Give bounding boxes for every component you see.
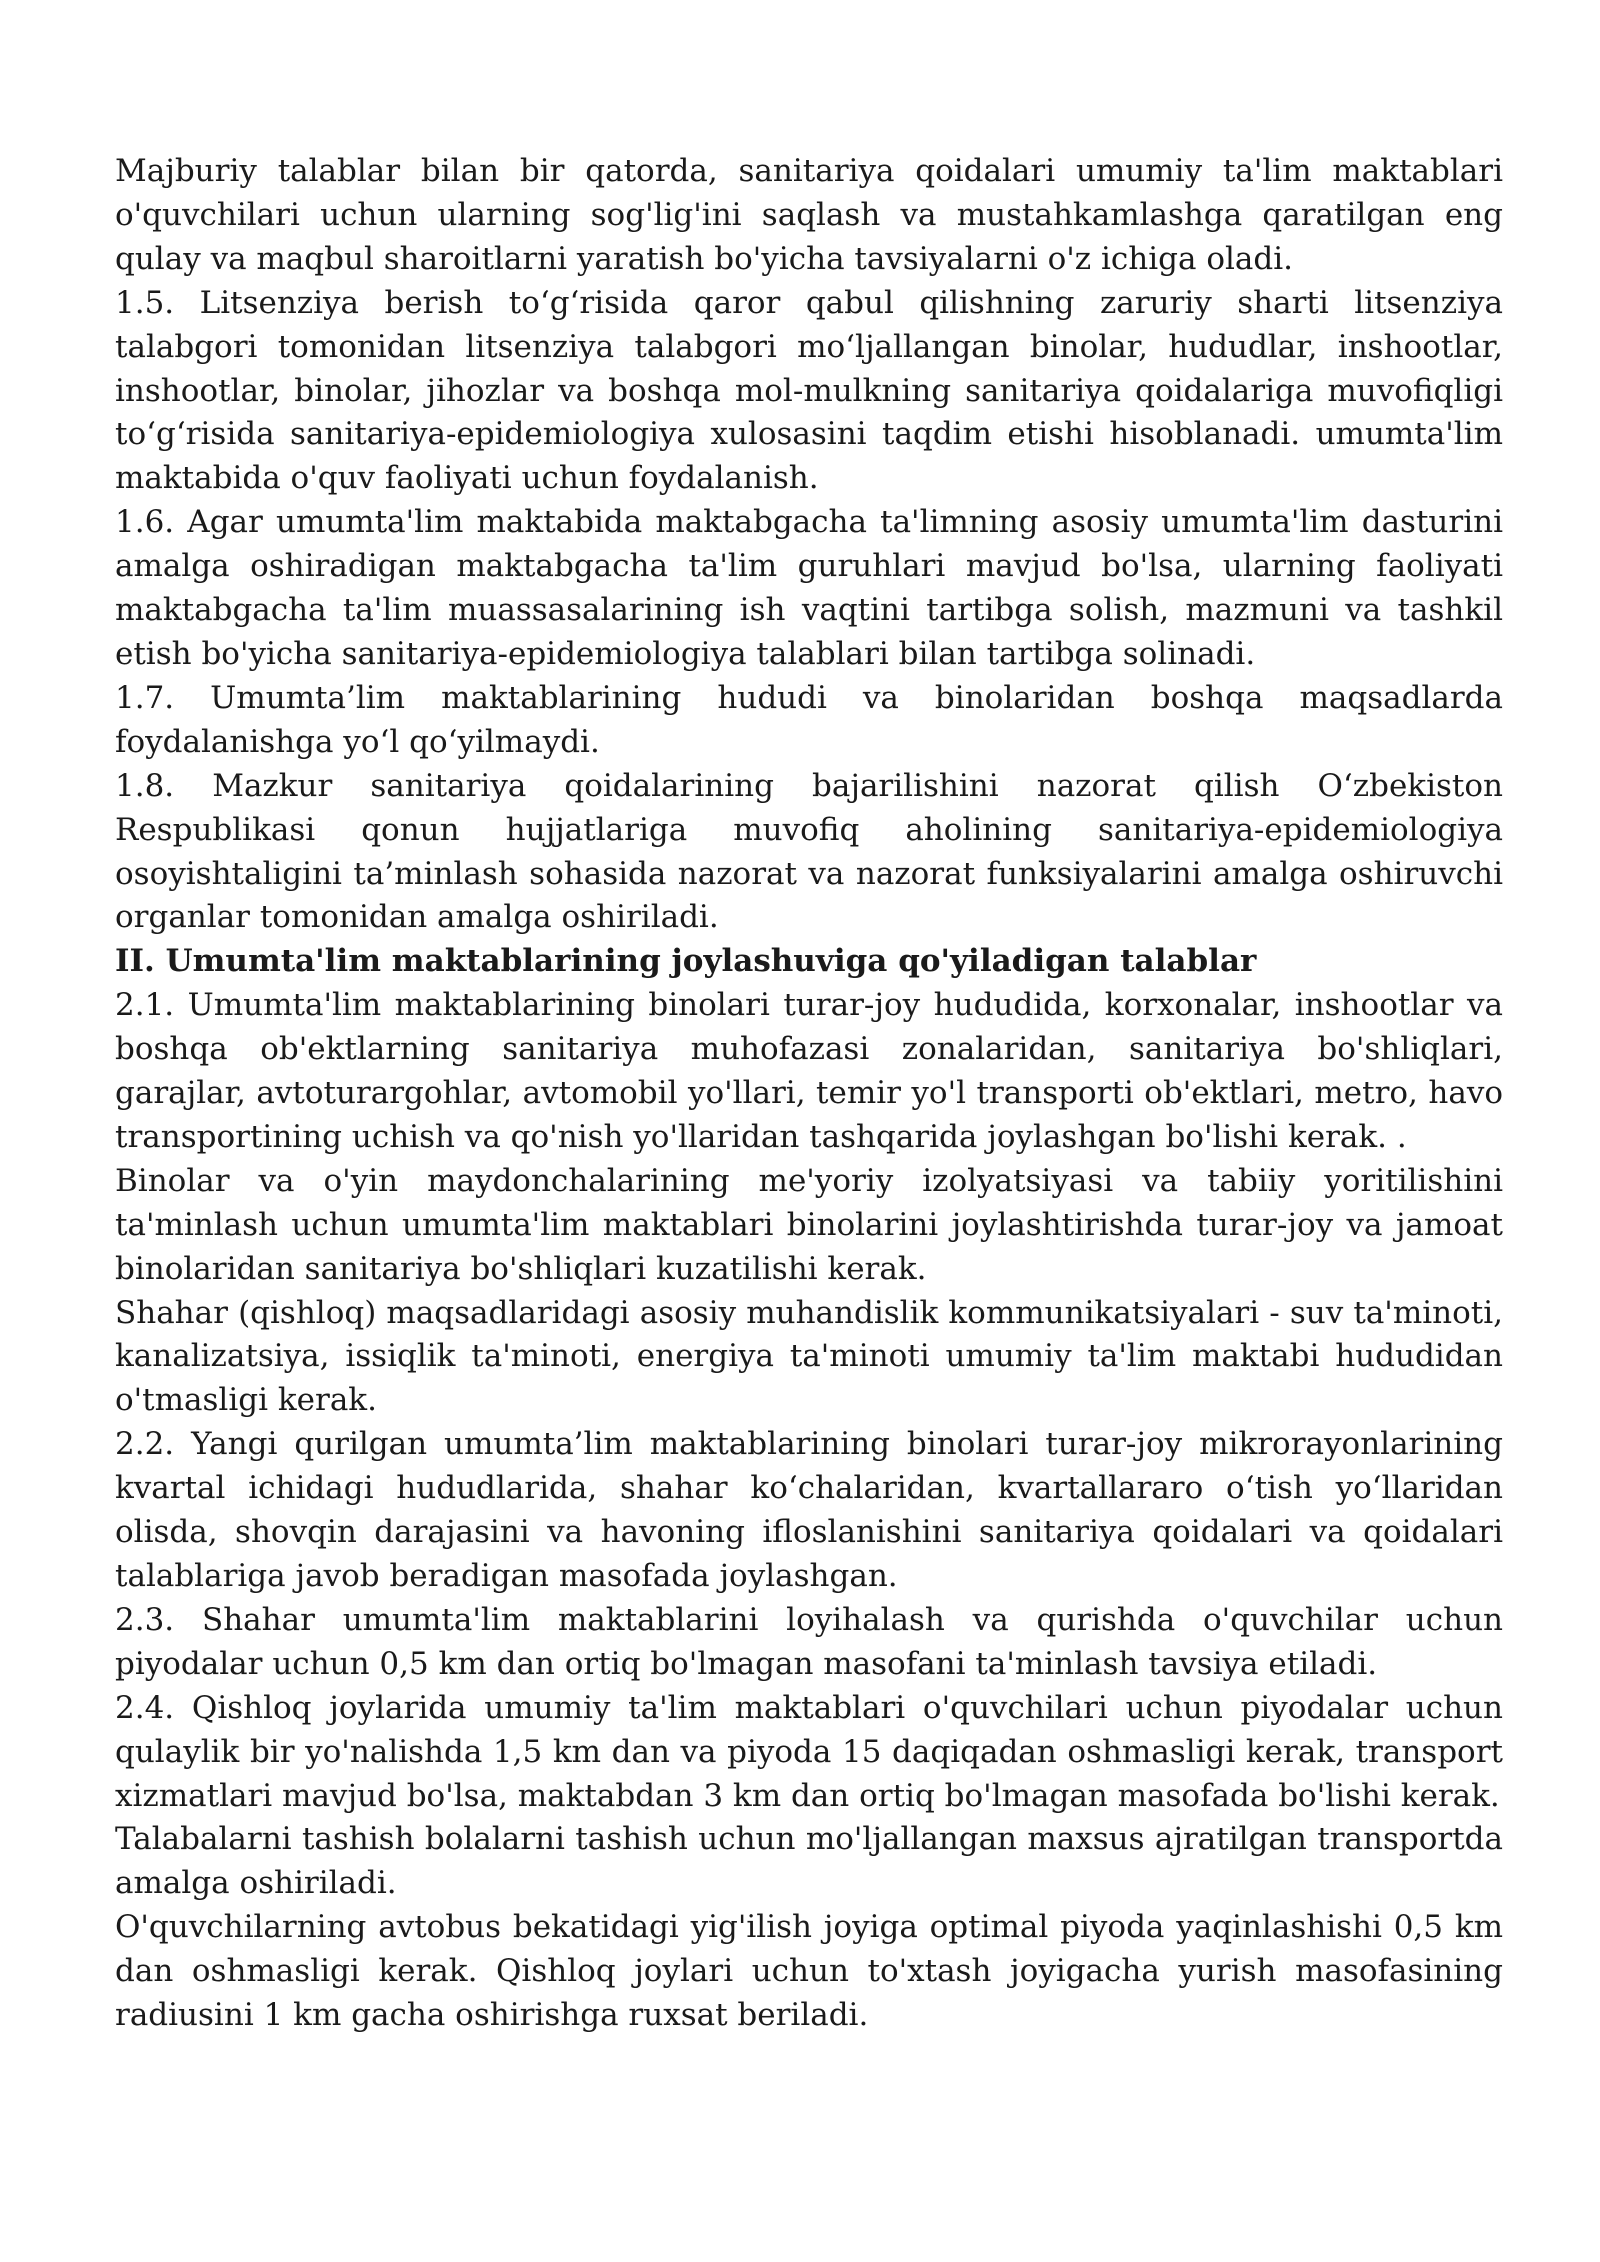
paragraph-2-1-c: Shahar (qishloq) maqsadlaridagi asosiy muhandislik kommunikatsiyalari - suv ta'minoti, kanalizatsiya, issiqlik ta'minoti, energiya ta'minoti umumiy ta'lim maktabi hududidan o'tmasligi kerak.: [115, 1294, 1503, 1419]
paragraph-1-8: 1.8. Mazkur sanitariya qoidalarining bajarilishini nazorat qilish O‘zbekiston Respublikasi qonun hujjatlariga muvofiq aholining sanitariya-epidemiologiya osoyishtaligini ta’minlash sohasida nazorat va nazorat funksiyalarini amalga oshiruvchi organlar tomonidan amalga oshiriladi.: [115, 767, 1503, 936]
intro-paragraph: Majburiy talablar bilan bir qatorda, sanitariya qoidalari umumiy ta'lim maktablari o'quvchilari uchun ularning sog'lig'ini saqlash va mustahkamlashga qaratilgan eng qulay va maqbul sharoitlarni yaratish bo'yicha tavsiyalarni o'z ichiga oladi.: [115, 153, 1503, 277]
paragraph-1-5: 1.5. Litsenziya berish to‘g‘risida qaror qabul qilishning zaruriy sharti litsenziya talabgori tomonidan litsenziya talabgori mo‘ljallangan binolar, hududlar, inshootlar, inshootlar, binolar, jihozlar va boshqa mol-mulkning sanitariya qoidalariga muvofiqligi to‘g‘risida sanitariya-epidemiologiya xulosasini taqdim etishi hisoblanadi. umumta'lim maktabida o'quv faoliyati uchun foydalanish.: [115, 284, 1503, 497]
paragraph-2-1-b: Binolar va o'yin maydonchalarining me'yoriy izolyatsiyasi va tabiiy yoritilishini ta'minlash uchun umumta'lim maktablari binolarini joylashtirishda turar-joy va jamoat binolaridan sanitariya bo'shliqlari kuzatilishi kerak.: [115, 1162, 1503, 1287]
paragraph-2-2: 2.2. Yangi qurilgan umumta’lim maktablarining binolari turar-joy mikrorayonlarining kvartal ichidagi hududlarida, shahar ko‘chalaridan, kvartallararo o‘tish yo‘llaridan olisda, shovqin darajasini va havoning ifloslanishini sanitariya qoidalari va qoidalari talablariga javob beradigan masofada joylashgan.: [115, 1426, 1503, 1594]
paragraph-2-4-c: O'quvchilarning avtobus bekatidagi yig'ilish joyiga optimal piyoda yaqinlashishi 0,5 km dan oshmasligi kerak. Qishloq joylari uchun to'xtash joyigacha yurish masofasining radiusini 1 km gacha oshirishga ruxsat beriladi.: [115, 1909, 1503, 2034]
paragraph-1-7: 1.7. Umumta’lim maktablarining hududi va binolaridan boshqa maqsadlarda foydalanishga yo‘l qo‘yilmaydi.: [115, 679, 1503, 760]
paragraph-2-4: 2.4. Qishloq joylarida umumiy ta'lim maktablari o'quvchilari uchun piyodalar uchun qulaylik bir yo'nalishda 1,5 km dan va piyoda 15 daqiqadan oshmasligi kerak, transport xizmatlari mavjud bo'lsa, maktabdan 3 km dan ortiq bo'lmagan masofada bo'lishi kerak.: [115, 1689, 1503, 1814]
paragraph-1-6: 1.6. Agar umumta'lim maktabida maktabgacha ta'limning asosiy umumta'lim dasturini amalga oshiradigan maktabgacha ta'lim guruhlari mavjud bo'lsa, ularning faoliyati maktabgacha ta'lim muassasalarining ish vaqtini tartibga solish, mazmuni va tashkil etish bo'yicha sanitariya-epidemiologiya talablari bilan tartibga solinadi.: [115, 504, 1503, 672]
document-page: [115, 150, 1503, 2038]
section-2-heading: II. Umumta'lim maktablarining joylashuviga qo'yiladigan talablar: [115, 943, 1257, 980]
paragraph-2-3: 2.3. Shahar umumta'lim maktablarini loyihalash va qurishda o'quvchilar uchun piyodalar uchun 0,5 km dan ortiq bo'lmagan masofani ta'minlash tavsiya etiladi.: [115, 1601, 1503, 1682]
paragraph-2-4-b: Talabalarni tashish bolalarni tashish uchun mo'ljallangan maxsus ajratilgan transportda amalga oshiriladi.: [115, 1821, 1503, 1902]
paragraph-2-1: 2.1. Umumta'lim maktablarining binolari turar-joy hududida, korxonalar, inshootlar va boshqa ob'ektlarning sanitariya muhofazasi zonalaridan, sanitariya bo'shliqlari, garajlar, avtoturargohlar, avtomobil yo'llari, temir yo'l transporti ob'ektlari, metro, havo transportining uchish va qo'nish yo'llaridan tashqarida joylashgan bo'lishi kerak. .: [115, 987, 1503, 1155]
